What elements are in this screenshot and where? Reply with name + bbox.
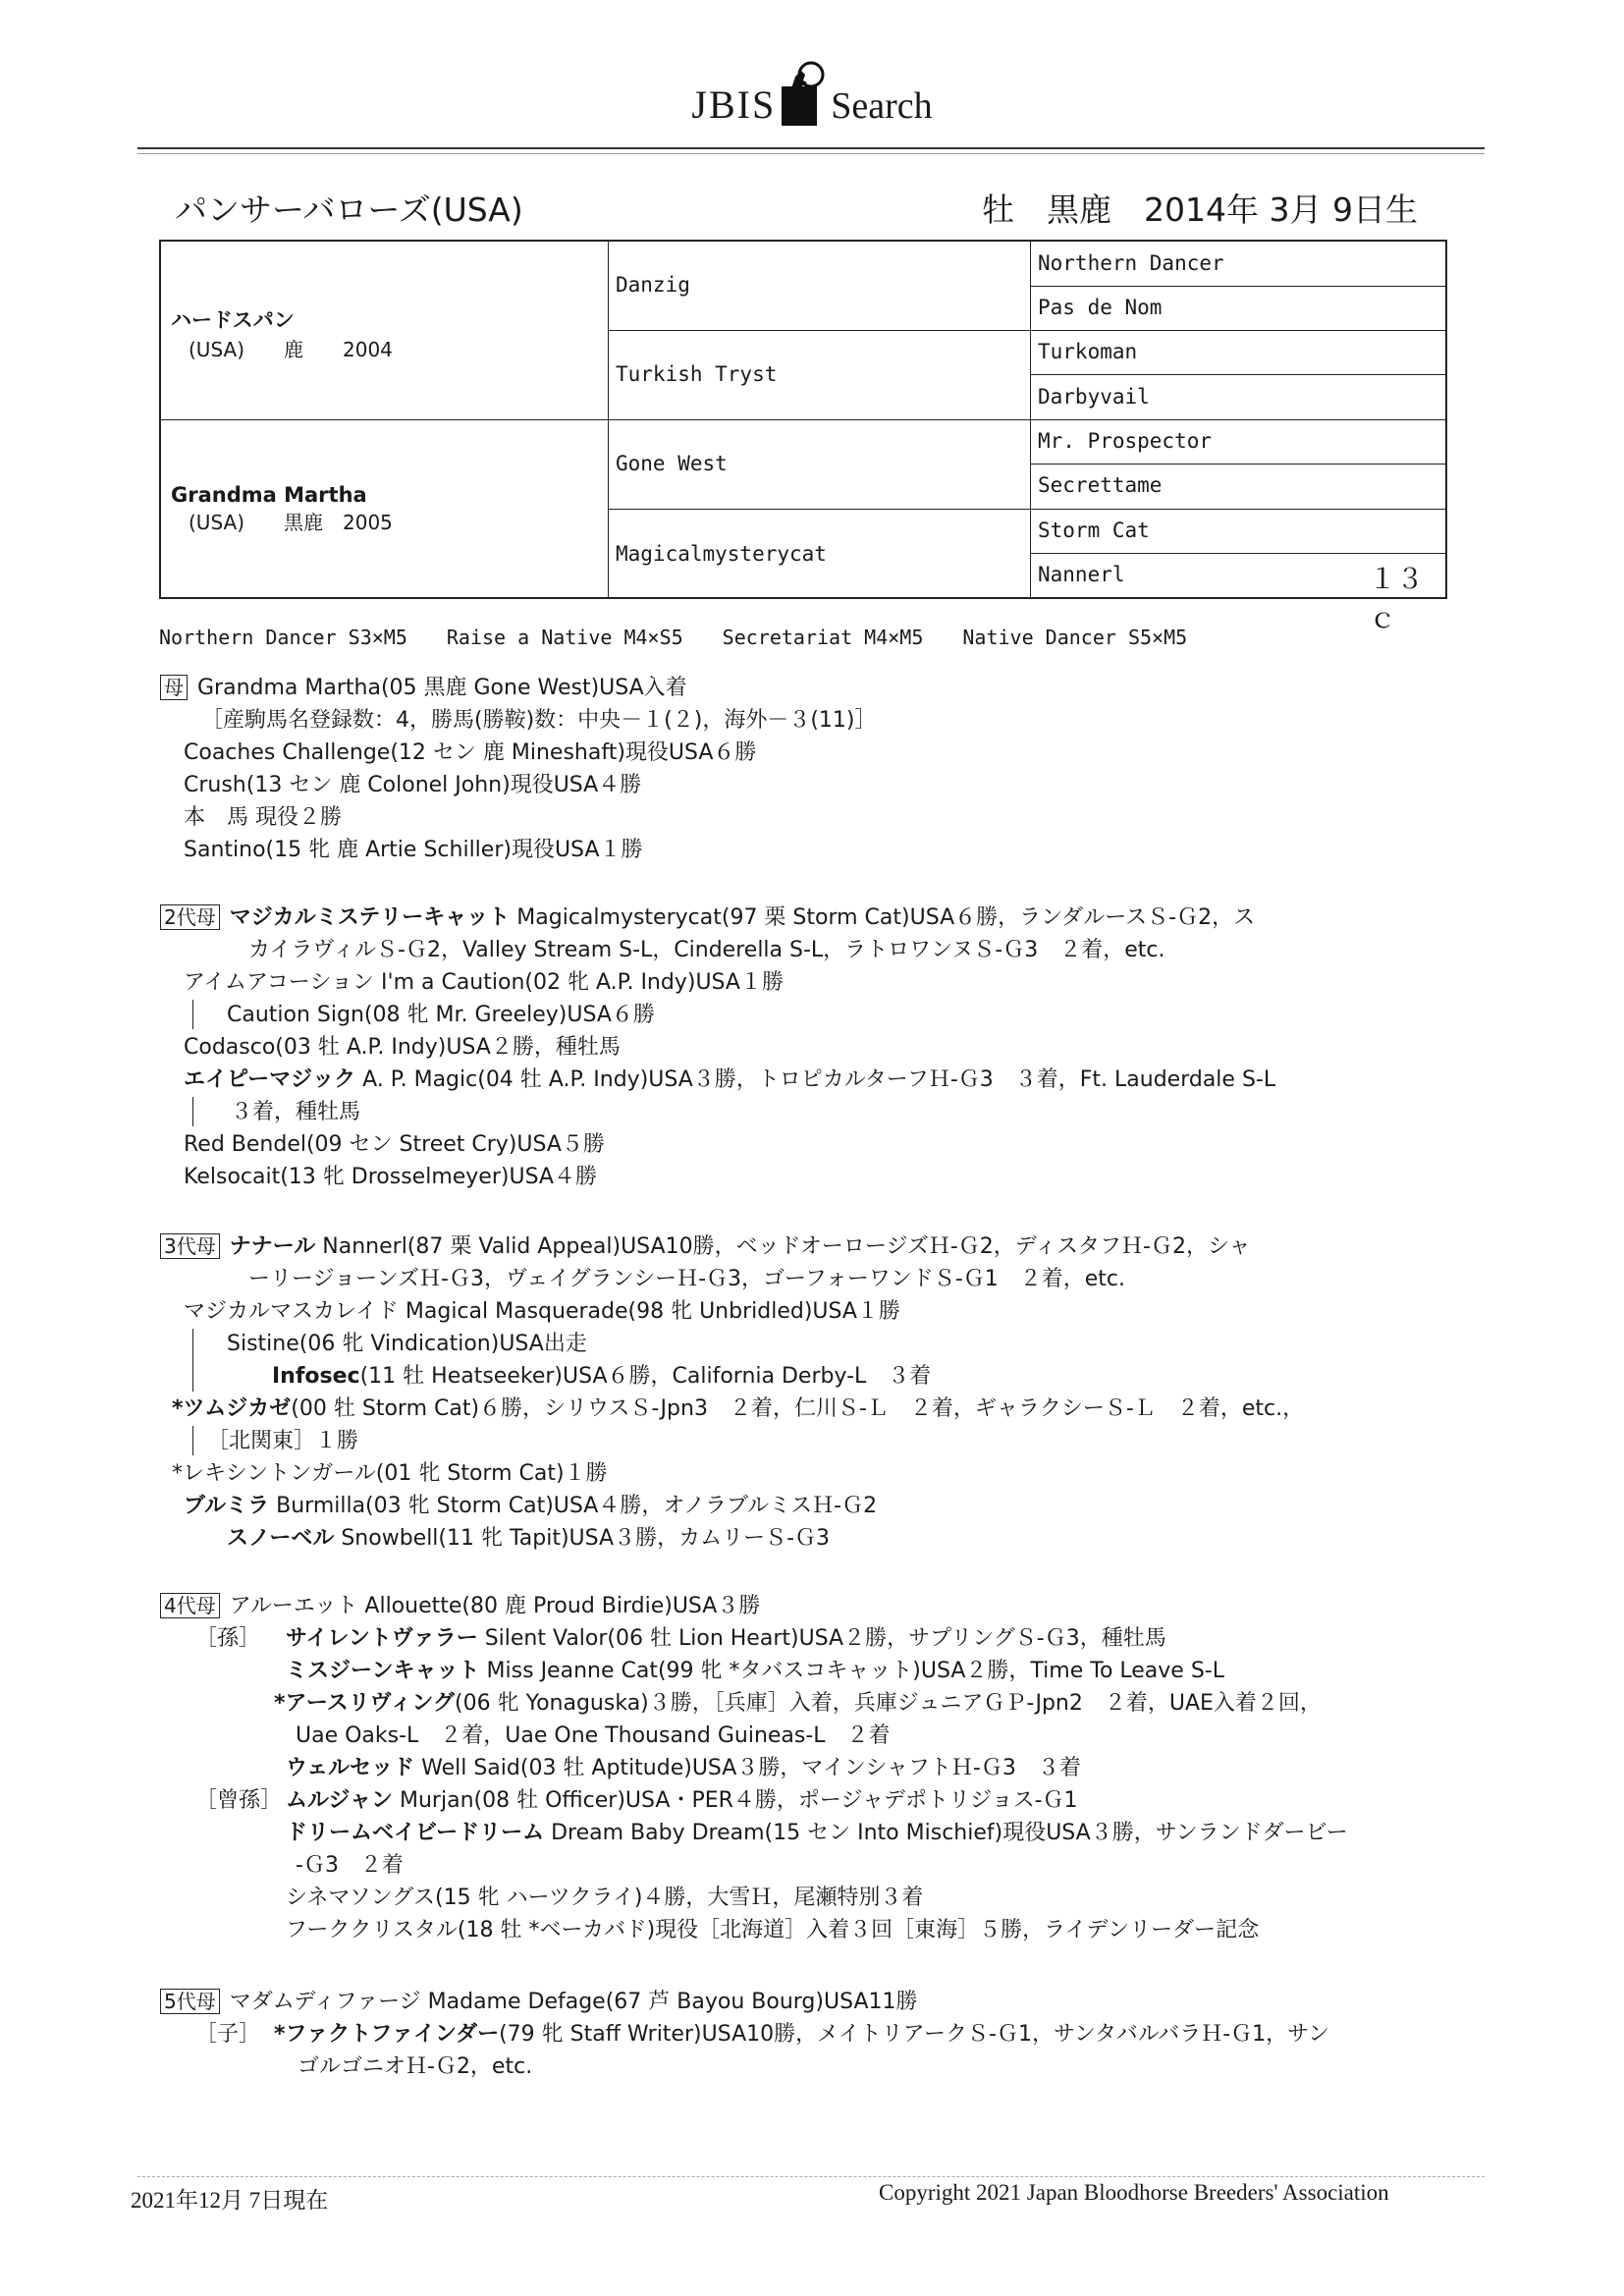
pedigree-gen3-4: Darbyvail xyxy=(1038,385,1150,409)
family-line: Burmilla(03 牝 Storm Cat)USA４勝，オノラブルミスＨ-Ｇ2 xyxy=(269,1494,878,1518)
pedigree-gen3-6: Secrettame xyxy=(1038,473,1163,497)
descent-bar xyxy=(192,1000,193,1029)
family-name-bold: ミスジーンキャット xyxy=(286,1659,480,1683)
family-line: (79 牝 Staff Writer)USA10勝，メイトリアークＳ-Ｇ1，サンタバルバラＨ-Ｇ1，サン xyxy=(499,2022,1330,2047)
descent-bar xyxy=(192,1426,193,1455)
logo-jbis-text: JBIS xyxy=(691,82,777,127)
family-line: フーククリスタル(18 牡 *ベーカバド)現役［北海道］入着３回［東海］５勝，ライデンリーダー記念 xyxy=(286,1918,1260,1942)
family-line: ーリージョーンズＨ-Ｇ3，ヴェイグランシーＨ-Ｇ3，ゴーフォーワンドＳ-Ｇ1 ２着，etc. xyxy=(248,1267,1126,1291)
family-line: Dream Baby Dream(15 セン Into Mischief)現役USA３勝，サンランドダービー xyxy=(544,1821,1348,1845)
gen-label: 母 xyxy=(160,675,188,700)
family-name-bold: Infosec xyxy=(272,1364,360,1389)
gen-label: 4代母 xyxy=(160,1593,220,1618)
tag-child: ［子］ xyxy=(195,2022,261,2047)
family-line: Codasco(03 牡 A.P. Indy)USA２勝，種牡馬 xyxy=(184,1035,621,1060)
family-line: Uae Oaks-L ２着，Uae One Thousand Guineas-L ２着 xyxy=(296,1723,891,1748)
pedigree-sire xyxy=(171,304,393,362)
family-line: Magicalmysterycat(97 栗 Storm Cat)USA６勝，ランダルースＳ-Ｇ2，ス xyxy=(510,905,1256,930)
footer-copyright: Copyright 2021 Japan Bloodhorse Breeders' Association xyxy=(879,2180,1389,2205)
pedigree-gen3-1: Northern Dancer xyxy=(1038,251,1224,275)
family-line: アルーエット Allouette(80 鹿 Proud Birdie)USA３勝 xyxy=(229,1594,761,1618)
pedigree-dam xyxy=(171,483,393,535)
family-line: Murjan(08 牡 Officer)USA・PER４勝，ポージャデポトリジョス-Ｇ1 xyxy=(393,1788,1078,1813)
family-line: Crush(13 セン 鹿 Colonel John)現役USA４勝 xyxy=(184,773,642,797)
family-line: ゴルゴニオＨ-Ｇ2，etc. xyxy=(298,2054,533,2079)
family-name-bold: スノーベル xyxy=(227,1526,335,1551)
family-name-bold: エイピーマジック xyxy=(184,1067,356,1092)
family-name-bold: ブルミラ xyxy=(184,1494,270,1518)
gen-label: 5代母 xyxy=(160,1989,220,2014)
horse-name: パンサーバローズ(USA) xyxy=(175,191,523,229)
pedigree-gen2-4: Magicalmysterycat xyxy=(616,542,827,566)
footer-date: 2021年12月 7日現在 xyxy=(131,2188,329,2213)
pedigree-gen2-2: Turkish Tryst xyxy=(616,362,778,386)
tag-great-grandchild: ［曾孫］ xyxy=(195,1788,283,1813)
family-name-bold: *ファクトファインダー xyxy=(274,2022,500,2047)
horse-sex-color-birth: 牡 黒鹿 2014年 3月 9日生 xyxy=(982,191,1418,229)
family-line: ３着，種牡馬 xyxy=(231,1100,361,1124)
logo-search-text: Search xyxy=(831,85,933,127)
family-name-bold: ナナール xyxy=(229,1234,316,1259)
pedigree-divider xyxy=(608,330,1445,331)
family-name-bold: *アースリヴィング xyxy=(274,1691,455,1716)
family-line: マダムディファージ Madame Defage(67 芦 Bayou Bourg)USA11勝 xyxy=(229,1990,918,2014)
pedigree-table xyxy=(159,240,1447,634)
dam-name: Grandma Martha xyxy=(171,483,367,507)
dam-origin-color-year: (USA) 黒鹿 2005 xyxy=(189,511,393,534)
family-line: シネマソングス(15 牝 ハーツクライ)４勝，大雪Ｈ，尾瀬特別３着 xyxy=(286,1886,924,1910)
family-section-3rd-dam xyxy=(160,1230,1304,1555)
sire-origin-color-year: (USA) 鹿 2004 xyxy=(189,338,393,361)
pedigree-divider xyxy=(1030,553,1445,554)
family-line: A. P. Magic(04 牡 A.P. Indy)USA３勝，トロピカルターフＨ-Ｇ3 ３着，Ft. Lauderdale S-L xyxy=(355,1067,1276,1092)
jbis-search-logo xyxy=(0,59,1624,147)
inbreeding-line: Northern Dancer S3×M5 Raise a Native M4×S5 Secretariat M4×M5 Native Dancer S5×M5 xyxy=(159,626,1188,649)
family-name-bold: *ツムジカゼ xyxy=(172,1396,292,1421)
pedigree-divider xyxy=(1030,286,1445,287)
family-line: Miss Jeanne Cat(99 牝 *タバスコキャット)USA２勝，Time To Leave S-L xyxy=(479,1659,1224,1683)
descent-bar xyxy=(192,1097,193,1126)
family-line: カイラヴィルＳ-Ｇ2，Valley Stream S-L，Cinderella S-L，ラトロワンヌＳ-Ｇ3 ２着，etc. xyxy=(248,938,1165,962)
pedigree-divider xyxy=(1030,374,1445,375)
family-line: Nannerl(87 栗 Valid Appeal)USA10勝，ベッドオーロージズＨ-Ｇ2，ディスタフＨ-Ｇ2，シャ xyxy=(315,1234,1251,1259)
family-name-bold: マジカルミステリーキャット xyxy=(229,905,511,930)
family-line: Sistine(06 牝 Vindication)USA出走 xyxy=(227,1332,587,1356)
family-line: ［産駒馬名登録数：4，勝馬(勝鞍)数：中央－１(２)，海外－３(11)］ xyxy=(201,708,877,733)
header-rule xyxy=(137,147,1485,149)
family-line: Santino(15 牝 鹿 Artie Schiller)現役USA１勝 xyxy=(184,838,643,862)
tag-grandchild: ［孫］ xyxy=(195,1626,261,1651)
pedigree-divider xyxy=(161,419,1445,420)
family-line: (00 牡 Storm Cat)６勝，シリウスＳ-Jpn3 ２着，仁川Ｓ-Ｌ ２着，ギャラクシーＳ-Ｌ ２着，etc.， xyxy=(291,1396,1305,1421)
family-section-2nd-dam xyxy=(160,902,1275,1193)
family-line: Well Said(03 牡 Aptitude)USA３勝，マインシャフトＨ-Ｇ3 ３着 xyxy=(414,1756,1081,1780)
family-name-bold: ウェルセッド xyxy=(286,1756,415,1780)
family-number: １３ｃ xyxy=(1369,563,1425,634)
pedigree-divider xyxy=(1030,464,1445,465)
family-line: *レキシントンガール(01 牝 Storm Cat)１勝 xyxy=(172,1461,608,1486)
pedigree-gen3-2: Pas de Nom xyxy=(1038,296,1163,319)
family-line: Kelsocait(13 牝 Drosselmeyer)USA４勝 xyxy=(184,1165,597,1189)
descent-bar xyxy=(192,1329,193,1392)
family-line: Red Bendel(09 セン Street Cry)USA５勝 xyxy=(184,1132,605,1157)
family-section-4th-dam xyxy=(160,1590,1348,1946)
family-section-dam xyxy=(160,672,877,866)
footer-rule xyxy=(137,2176,1485,2177)
family-name-bold: サイレントヴァラー xyxy=(286,1626,478,1651)
family-line: 本 馬 現役２勝 xyxy=(184,805,342,830)
family-line: マジカルマスカレイド Magical Masquerade(98 牝 Unbridled)USA１勝 xyxy=(184,1299,900,1324)
family-line: Silent Valor(06 牡 Lion Heart)USA２勝，サプリングＳ-Ｇ3，種牡馬 xyxy=(477,1626,1166,1651)
family-line: (11 牡 Heatseeker)USA６勝，California Derby-L ３着 xyxy=(359,1364,932,1389)
pedigree-gen2-3: Gone West xyxy=(616,452,728,475)
family-name-bold: ドリームベイビードリーム xyxy=(286,1821,545,1845)
sire-name: ハードスパン xyxy=(171,308,295,332)
family-line: Caution Sign(08 牝 Mr. Greeley)USA６勝 xyxy=(227,1003,655,1027)
horse-magnifier-icon xyxy=(778,59,829,128)
pedigree-gen3-8: Nannerl xyxy=(1038,563,1125,586)
family-line: -Ｇ3 ２着 xyxy=(296,1853,404,1878)
family-name-bold: ムルジャン xyxy=(286,1788,394,1813)
gen-label: 2代母 xyxy=(160,904,220,930)
gen-label: 3代母 xyxy=(160,1233,220,1259)
pedigree-divider xyxy=(608,509,1445,510)
family-line: Coaches Challenge(12 セン 鹿 Mineshaft)現役USA６勝 xyxy=(184,740,757,765)
header-rule-thin xyxy=(137,153,1485,154)
family-line: (06 牝 Yonaguska)３勝，［兵庫］入着，兵庫ジュニアＧＰ-Jpn2 ２着，UAE入着２回， xyxy=(455,1691,1322,1716)
pedigree-gen3-3: Turkoman xyxy=(1038,340,1138,363)
pedigree-gen2-1: Danzig xyxy=(616,273,690,297)
family-line: アイムアコーション I'm a Caution(02 牝 A.P. Indy)USA１勝 xyxy=(184,970,784,995)
pedigree-gen3-7: Storm Cat xyxy=(1038,519,1150,542)
pedigree-gen3-5: Mr. Prospector xyxy=(1038,429,1213,453)
family-line: Snowbell(11 牝 Tapit)USA３勝，カムリーＳ-Ｇ3 xyxy=(334,1526,831,1551)
family-line: Grandma Martha(05 黒鹿 Gone West)USA入着 xyxy=(197,676,687,700)
family-section-5th-dam xyxy=(160,1986,1329,2083)
family-line: ［北関東］１勝 xyxy=(207,1429,359,1453)
